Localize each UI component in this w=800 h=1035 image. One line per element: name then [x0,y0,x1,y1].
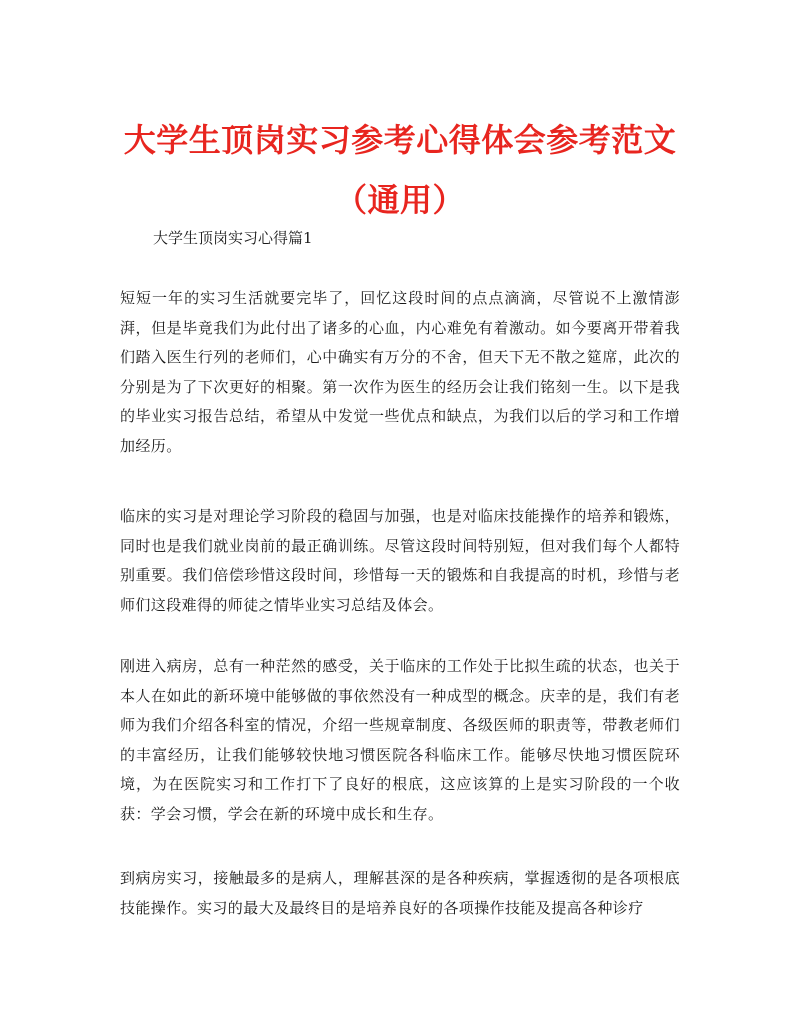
paragraph-1: 短短一年的实习生活就要完毕了，回忆这段时间的点点滴滴，尽管说不上激情澎湃，但是毕竟我们为此付出了诸多的心血，内心难免有着激动。如今要离开带着我们踏入医生行列的老师们，心中确实有万分的不舍，但天下无不散之筵席，此次的分别是为了下次更好的相聚。第一次作为医生的经历会让我们铭刻一生。以下是我的毕业实习报告总结，希望从中发觉一些优点和缺点，为我们以后的学习和工作增加经历。 [120,289,680,455]
paragraph-4: 到病房实习，接触最多的是病人，理解甚深的是各种疾病，掌握透彻的是各项根底技能操作。实习的最大及最终目的是培养良好的各项操作技能及提高各种诊疗 [120,869,680,917]
paragraph-2: 临床的实习是对理论学习阶段的稳固与加强，也是对临床技能操作的培养和锻炼，同时也是我们就业岗前的最正确训练。尽管这段时间特别短，但对我们每个人都特别重要。我们倍偿珍惜这段时间，珍惜每一天的锻炼和自我提高的时机，珍惜与老师们这段难得的师徒之情毕业实习总结及体会。 [120,507,680,614]
paragraph-3: 刚进入病房，总有一种茫然的感受，关于临床的工作处于比拟生疏的状态，也关于本人在如此的新环境中能够做的事依然没有一种成型的概念。庆幸的是，我们有老师为我们介绍各科室的情况，介绍一些规章制度、各级医师的职责等，带教老师们的丰富经历，让我们能够较快地习惯医院各科临床工作。能够尽快地习惯医院环境，为在医院实习和工作打下了良好的根底，这应该算的上是实习阶段的一个收获：学会习惯，学会在新的环境中成长和生存。 [120,657,680,823]
document-title: 大学生顶岗实习参考心得体会参考范文（通用） [123,121,677,219]
section-heading: 大学生顶岗实习心得篇1 [153,229,313,247]
